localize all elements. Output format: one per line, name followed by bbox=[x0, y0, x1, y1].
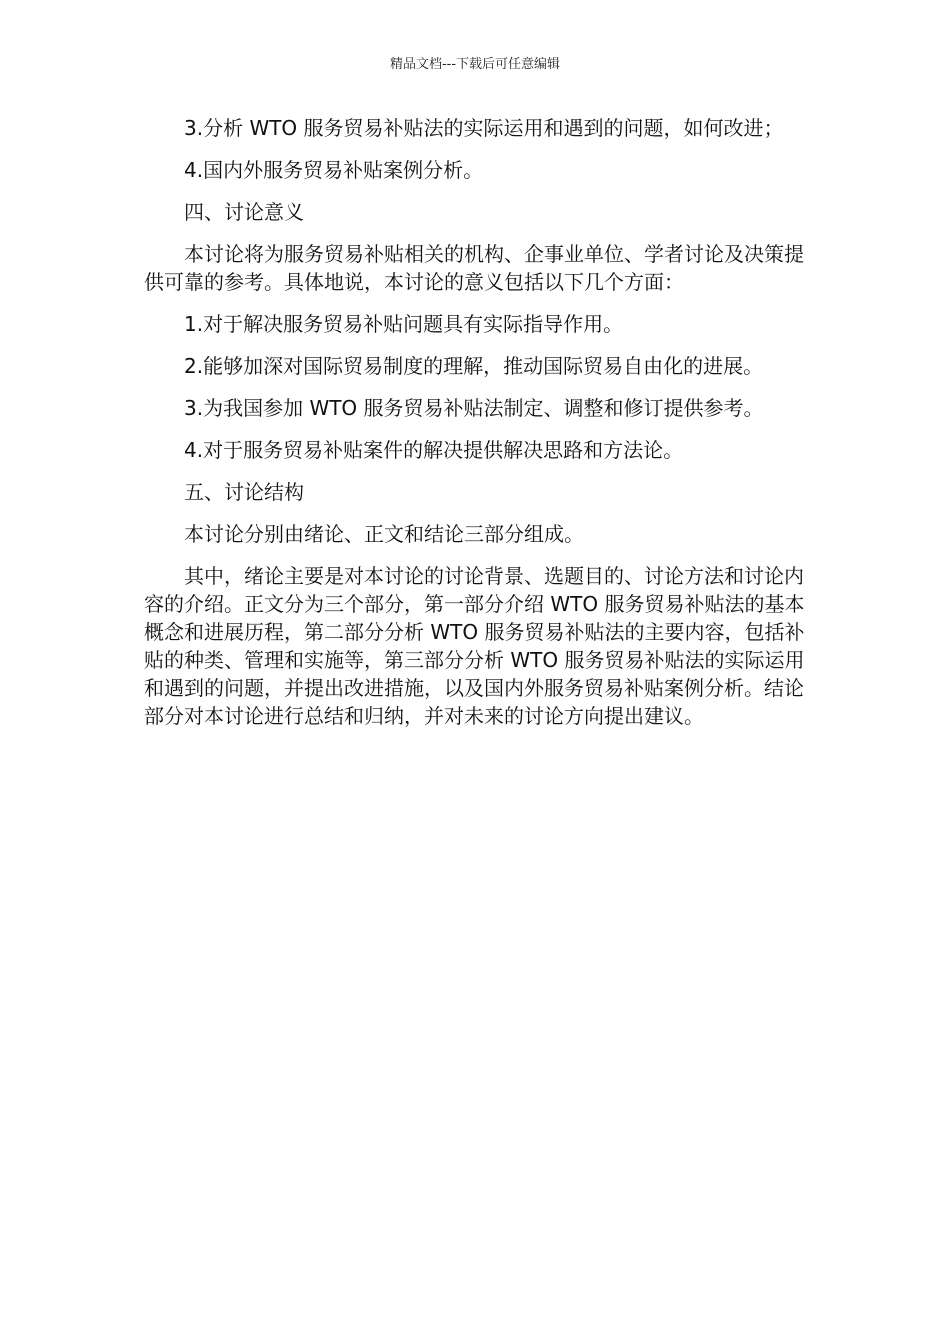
list-item-significance-1: 1.对于解决服务贸易补贴问题具有实际指导作用。 bbox=[184, 312, 624, 336]
section-heading-significance: 四、讨论意义 bbox=[184, 200, 304, 224]
paragraph-significance-intro: 本讨论将为服务贸易补贴相关的机构、企事业单位、学者讨论及决策提供可靠的参考。具体地说，本讨论的意义包括以下几个方面： bbox=[144, 242, 804, 294]
list-item-analysis-improvement: 3.分析 WTO 服务贸易补贴法的实际运用和遇到的问题，如何改进； bbox=[184, 116, 784, 140]
list-item-significance-3: 3.为我国参加 WTO 服务贸易补贴法制定、调整和修订提供参考。 bbox=[184, 396, 764, 420]
section-heading-structure: 五、讨论结构 bbox=[184, 480, 304, 504]
list-item-case-analysis: 4.国内外服务贸易补贴案例分析。 bbox=[184, 158, 484, 182]
document-body bbox=[144, 114, 812, 744]
paragraph-structure-detail: 其中，绪论主要是对本讨论的讨论背景、选题目的、讨论方法和讨论内容的介绍。正文分为三个部分，第一部分介绍 WTO 服务贸易补贴法的基本概念和进展历程，第二部分分析 WTO 服务贸易补贴法的主要内容，包括补贴的种类、管理和实施等，第三部分分析 WTO 服务贸易补贴法的实际运用和遇到的问题，并提出改进措施，以及国内外服务贸易补贴案例分析。结论部分对本讨论进行总结和归纳，并对未来的讨论方向提出建议。 bbox=[144, 564, 805, 728]
page-header: 精品文档---下载后可任意编辑 bbox=[389, 57, 561, 72]
paragraph-structure-intro: 本讨论分别由绪论、正文和结论三部分组成。 bbox=[184, 522, 584, 546]
list-item-significance-4: 4.对于服务贸易补贴案件的解决提供解决思路和方法论。 bbox=[184, 438, 684, 462]
list-item-significance-2: 2.能够加深对国际贸易制度的理解，推动国际贸易自由化的进展。 bbox=[184, 354, 764, 378]
